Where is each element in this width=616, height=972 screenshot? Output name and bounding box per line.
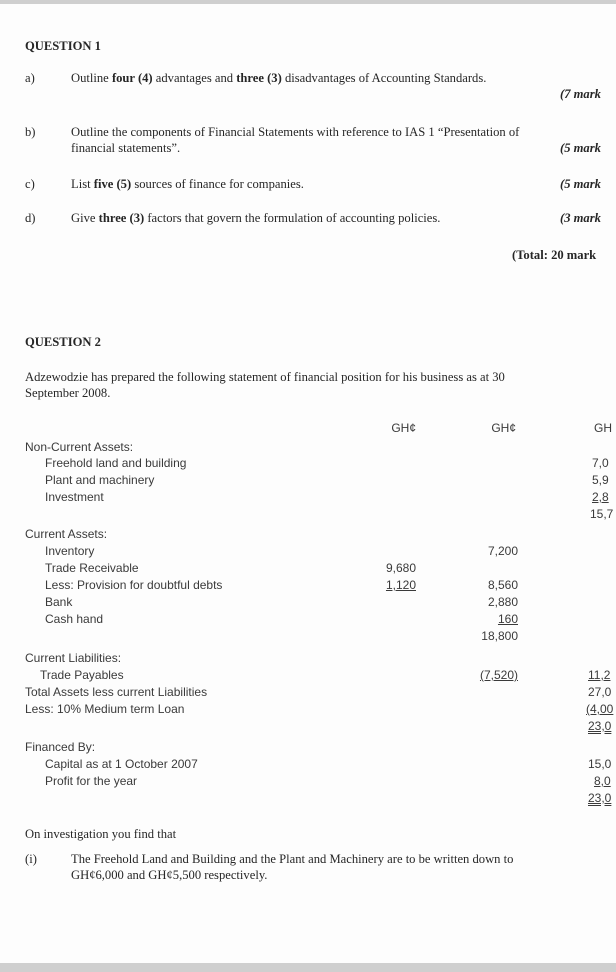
capital-c3: 15,0 xyxy=(588,757,612,771)
nca-total: 15,7 xyxy=(590,507,614,521)
payables-label: Trade Payables xyxy=(40,668,124,682)
question-1-total: (Total: 20 mark xyxy=(512,248,597,262)
tacl-c3: 27,0 xyxy=(588,685,612,699)
receivable-label: Trade Receivable xyxy=(45,561,139,575)
provision-c2: 8,560 xyxy=(487,578,518,592)
item-c-marks: (5 mark xyxy=(560,177,601,191)
profit-label: Profit for the year xyxy=(45,774,138,788)
item-d-label: d) xyxy=(25,211,36,225)
loan-label: Less: 10% Medium term Loan xyxy=(25,702,185,716)
provision-c1: 1,120 xyxy=(385,578,416,592)
bank-c2: 2,880 xyxy=(487,595,518,609)
bank-label: Bank xyxy=(45,595,73,609)
inventory-c2: 7,200 xyxy=(487,544,518,558)
investigation-text: On investigation you find that xyxy=(25,827,177,841)
investment-label: Investment xyxy=(45,490,104,504)
item-a-text: Outline four (4) advantages and three (3) disadvantages of Accounting Standards. xyxy=(71,71,487,85)
cash-label: Cash hand xyxy=(45,612,104,626)
net-total: 23,0 xyxy=(588,719,612,733)
provision-label: Less: Provision for doubtful debts xyxy=(45,578,223,592)
intro-line-1: Adzewodzie has prepared the following statement of financial position for his business as at 30 xyxy=(25,370,505,384)
investment-c3: 2,8 xyxy=(592,490,609,504)
freehold-c3: 7,0 xyxy=(592,456,609,470)
item-c-text: List five (5) sources of finance for companies. xyxy=(71,177,304,191)
item-b-line1: Outline the components of Financial Statements with reference to IAS 1 “Presentation of xyxy=(71,125,520,139)
plant-c3: 5,9 xyxy=(592,473,609,487)
item-c-label: c) xyxy=(25,177,35,191)
cash-c2: 160 xyxy=(497,612,518,626)
payables-c3: 11,2 xyxy=(588,668,611,682)
freehold-label: Freehold land and building xyxy=(45,456,187,470)
intro-line-2: September 2008. xyxy=(25,386,111,400)
item-b-line2: financial statements”. xyxy=(71,141,181,155)
financed-total: 23,0 xyxy=(588,791,612,805)
cl-heading: Current Liabilities: xyxy=(25,651,122,665)
note-i-line2: GH¢6,000 and GH¢5,500 respectively. xyxy=(71,868,268,882)
inventory-label: Inventory xyxy=(45,544,95,558)
item-d-text: Give three (3) factors that govern the formulation of accounting policies. xyxy=(71,211,441,225)
receivable-c1: 9,680 xyxy=(385,561,416,575)
note-i-label: (i) xyxy=(25,852,37,866)
item-a-marks: (7 mark xyxy=(560,87,601,101)
item-b-label: b) xyxy=(25,125,36,139)
question-2-heading: QUESTION 2 xyxy=(25,335,101,349)
loan-c3: (4,00 xyxy=(586,702,614,716)
question-1-heading: QUESTION 1 xyxy=(25,39,101,53)
ca-heading: Current Assets: xyxy=(25,527,108,541)
capital-label: Capital as at 1 October 2007 xyxy=(45,757,198,771)
payables-c2: (7,520) xyxy=(479,668,518,682)
item-a-label: a) xyxy=(25,71,35,85)
col-header-3: GH xyxy=(594,421,612,435)
bottom-border xyxy=(0,963,616,972)
nca-heading: Non-Current Assets: xyxy=(25,440,134,454)
ca-total: 18,800 xyxy=(481,629,518,643)
note-i-line1: The Freehold Land and Building and the Plant and Machinery are to be written down to xyxy=(71,852,514,866)
top-border xyxy=(0,0,616,4)
financed-heading: Financed By: xyxy=(25,740,96,754)
col-header-2: GH¢ xyxy=(491,421,516,435)
tacl-label: Total Assets less current Liabilities xyxy=(25,685,208,699)
profit-c3: 8,0 xyxy=(594,774,611,788)
item-b-marks: (5 mark xyxy=(560,141,601,155)
plant-label: Plant and machinery xyxy=(45,473,155,487)
col-header-1: GH¢ xyxy=(391,421,416,435)
item-d-marks: (3 mark xyxy=(560,211,601,225)
